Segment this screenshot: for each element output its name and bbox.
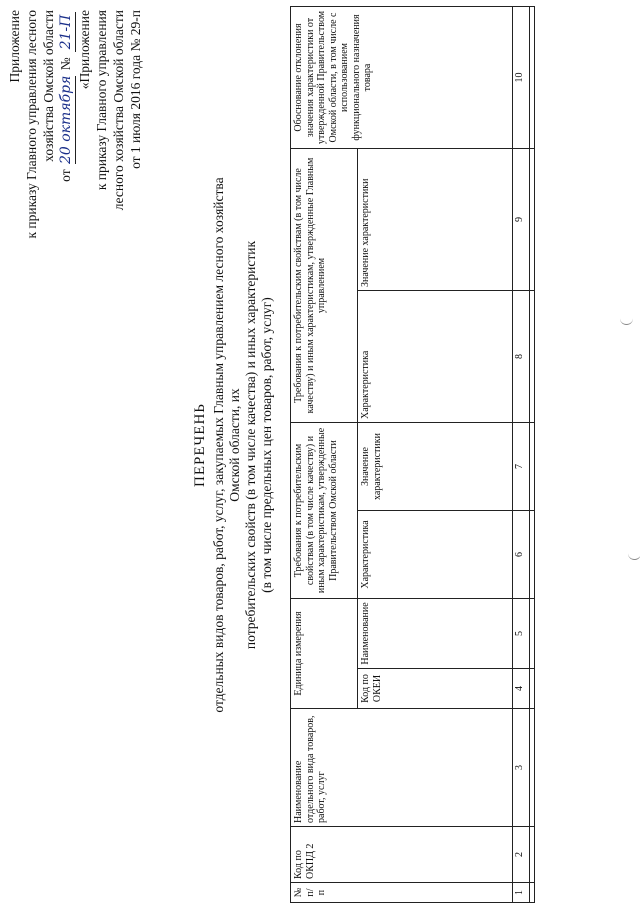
header-unit-name: Наименование	[358, 599, 513, 669]
appendix-line-2: к приказу Главного управления лесного	[24, 10, 39, 239]
handwritten-date: 20 октября	[58, 75, 74, 165]
column-number-2: 2	[513, 827, 530, 883]
document-title-block	[192, 165, 275, 725]
scan-mark-1	[620, 315, 633, 325]
appendix-line-5: к приказу Главного управления	[94, 10, 109, 191]
appendix-line-1: Приложение	[7, 10, 22, 83]
column-number-row	[513, 7, 530, 903]
column-number-4: 4	[513, 669, 530, 709]
appendix-line-3: хозяйства Омской области	[41, 10, 56, 162]
header-government-requirements: Требования к потребительским свойствам (в том числе качеству) и иным характеристикам, утвержденные Правительством Омской области	[291, 423, 358, 599]
from-prefix: от	[58, 169, 73, 182]
column-number-9: 9	[513, 149, 530, 291]
header-deviation-justification: Обоснование отклонения значения характеристики от утвержденной Правительством Омской области, в том числе с использованием функционального назначения товара	[291, 7, 513, 149]
empty-table-row	[530, 7, 535, 903]
document-heading: ПЕРЕЧЕНЬ	[192, 403, 208, 487]
column-number-5: 5	[513, 599, 530, 669]
handwritten-number: 21-П	[58, 12, 76, 52]
column-number-10: 10	[513, 7, 530, 149]
header-gov-characteristic: Характеристика	[358, 511, 513, 599]
appendix-block	[6, 10, 144, 265]
header-okpd-code: Код по ОКПД 2	[291, 827, 513, 883]
column-number-6: 6	[513, 511, 530, 599]
scan-mark-2	[628, 550, 640, 560]
column-number-3: 3	[513, 709, 530, 827]
appendix-quote-line: «Приложение	[77, 10, 92, 90]
header-dept-value: Значение характеристики	[358, 149, 513, 291]
header-gov-value: Значение характеристики	[358, 423, 513, 511]
column-number-7: 7	[513, 423, 530, 511]
appendix-line-7: от 1 июля 2016 года № 29-п	[128, 10, 143, 169]
column-number-1: 1	[513, 883, 530, 903]
header-item-name: Наименование отдельного вида товаров, работ, услуг	[291, 709, 513, 827]
table-header-row-1	[291, 7, 358, 903]
appendix-line-6: лесного хозяйства Омской области	[111, 10, 126, 211]
title-line-2: потребительских свойств (в том числе качества) и иных характеристик	[243, 240, 258, 650]
column-number-8: 8	[513, 291, 530, 423]
header-dept-characteristic: Характеристика	[358, 291, 513, 423]
title-line-3: (в том числе предельных цен товаров, работ, услуг)	[259, 297, 274, 593]
appendix-date-line	[57, 10, 76, 265]
header-row-number: № п/п	[291, 883, 513, 903]
header-okei-code: Код по ОКЕИ	[358, 669, 513, 709]
title-line-1: отдельных видов товаров, работ, услуг, закупаемых Главным управлением лесного хозяйства Омской области, их	[211, 177, 242, 713]
header-unit-group: Единица измерения	[291, 599, 358, 709]
number-prefix: №	[58, 57, 73, 71]
catalog-table	[290, 6, 535, 903]
header-department-requirements: Требования к потребительским свойствам (в том числе качеству) и иным характеристикам, утвержденные Главным управлением	[291, 149, 358, 423]
